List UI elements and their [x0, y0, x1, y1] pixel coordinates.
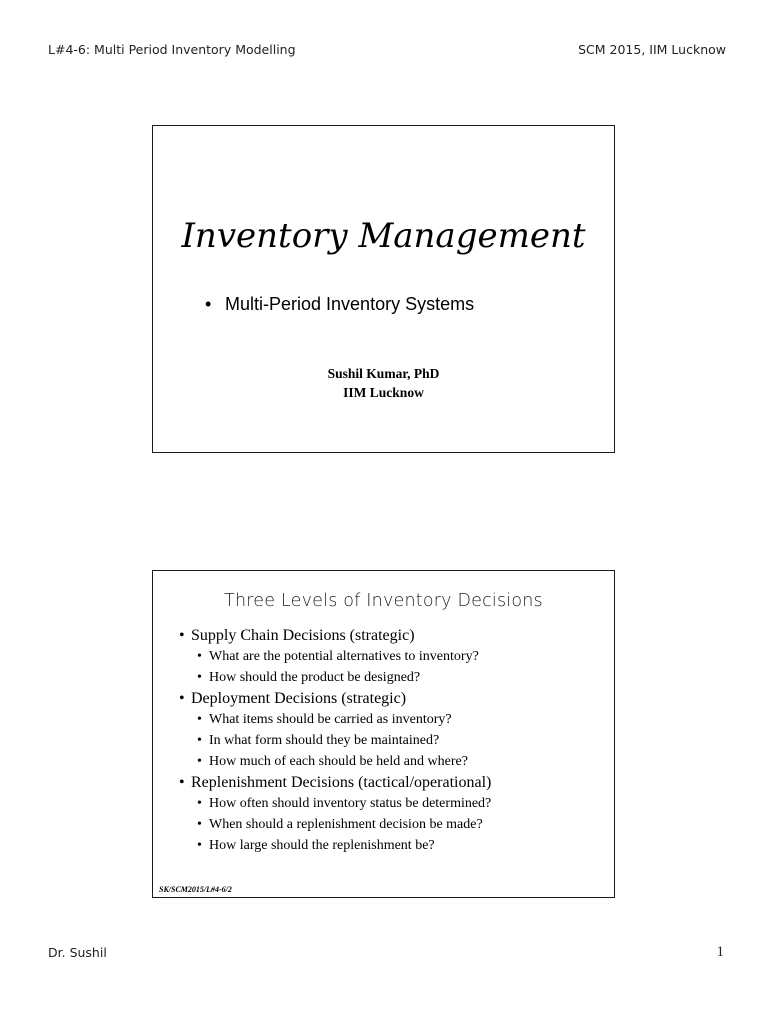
list-item — [179, 835, 604, 856]
page-footer-author: Dr. Sushil — [48, 945, 107, 960]
page-number: 1 — [716, 944, 724, 960]
list-item-text: In what form should they be maintained? — [209, 733, 440, 748]
bullet-dot: • — [197, 754, 202, 769]
bullet-dot: • — [197, 838, 202, 853]
list-item-text: What items should be carried as inventory? — [209, 712, 452, 727]
list-item — [179, 646, 604, 667]
decision-list — [179, 625, 604, 856]
bullet-dot: • — [197, 796, 202, 811]
author-block — [153, 364, 614, 402]
list-heading — [179, 625, 604, 646]
author-name: Sushil Kumar, PhD — [327, 366, 440, 381]
list-item-text: How should the product be designed? — [209, 670, 421, 685]
author-affiliation: IIM Lucknow — [343, 385, 424, 400]
list-item — [179, 730, 604, 751]
bullet-dot: • — [197, 817, 202, 832]
list-item-text: When should a replenishment decision be made? — [209, 817, 483, 832]
bullet-dot: • — [197, 670, 202, 685]
list-item — [179, 793, 604, 814]
list-heading-text: Replenishment Decisions (tactical/operational) — [191, 774, 492, 791]
list-item-text: How often should inventory status be determined? — [209, 796, 492, 811]
list-item-text: How large should the replenishment be? — [209, 838, 435, 853]
list-heading — [179, 688, 604, 709]
bullet-dot: • — [197, 649, 202, 664]
slide-bullet — [205, 294, 474, 315]
list-item-text: What are the potential alternatives to inventory? — [209, 649, 479, 664]
bullet-dot: • — [197, 712, 202, 727]
bullet-dot: • — [205, 294, 212, 314]
slide-2 — [152, 570, 615, 898]
bullet-dot: • — [179, 690, 185, 707]
slide-title: Inventory Management — [181, 216, 586, 256]
bullet-dot: • — [179, 627, 185, 644]
list-item — [179, 667, 604, 688]
bullet-dot: • — [197, 733, 202, 748]
list-heading-text: Supply Chain Decisions (strategic) — [191, 627, 415, 644]
list-item — [179, 751, 604, 772]
slide-reference: SK/SCM2015/L#4-6/2 — [159, 885, 232, 894]
bullet-dot: • — [179, 774, 185, 791]
slide-1 — [152, 125, 615, 453]
list-heading-text: Deployment Decisions (strategic) — [191, 690, 407, 707]
list-item-text: How much of each should be held and where? — [209, 754, 468, 769]
list-item — [179, 709, 604, 730]
list-item — [179, 814, 604, 835]
bullet-text: Multi-Period Inventory Systems — [225, 294, 475, 314]
page-header-left: L#4-6: Multi Period Inventory Modelling — [48, 42, 296, 57]
slide-title: Three Levels of Inventory Decisions — [224, 591, 543, 611]
list-heading — [179, 772, 604, 793]
page-header-right: SCM 2015, IIM Lucknow — [578, 42, 726, 57]
